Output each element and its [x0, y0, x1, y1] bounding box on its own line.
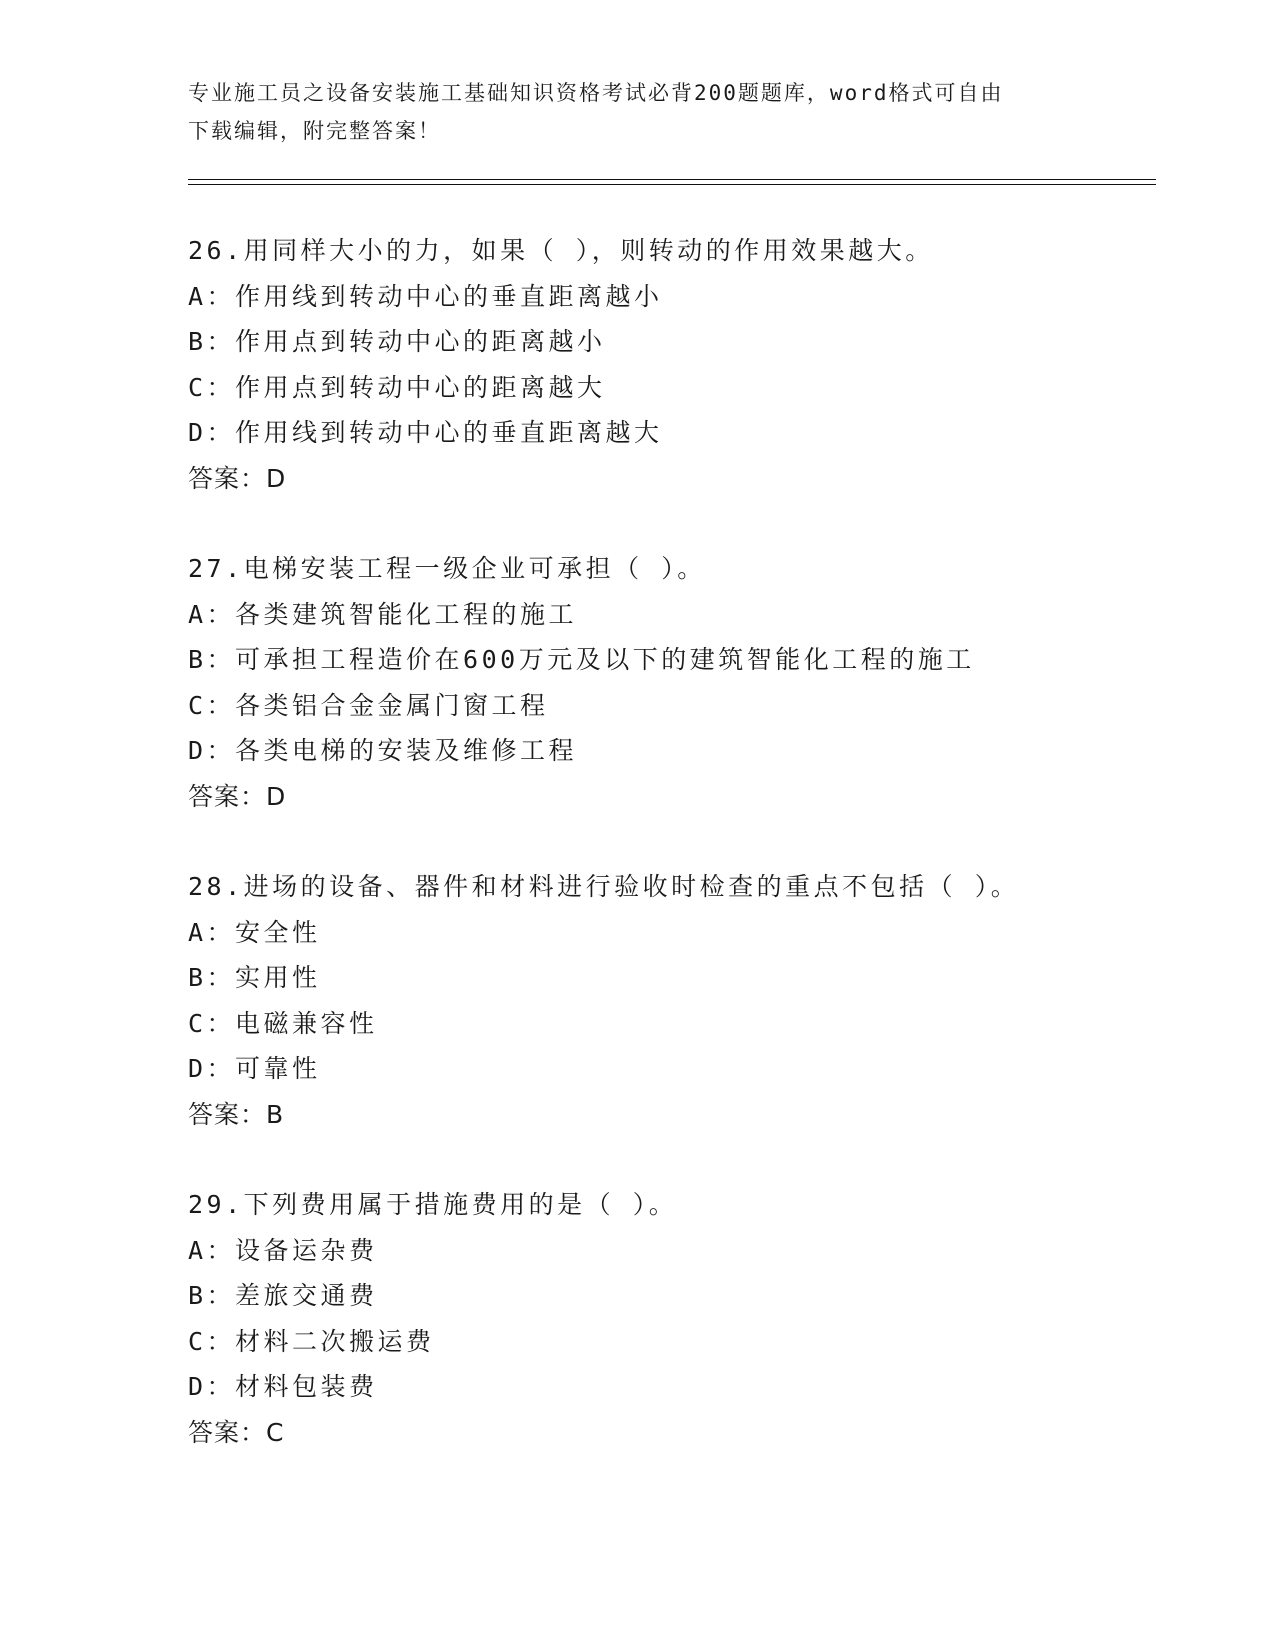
option-a: A：设备运杂费	[188, 1235, 378, 1265]
question-stem: 26.用同样大小的力，如果（ ），则转动的作用效果越大。	[188, 236, 934, 265]
header-divider-bottom	[188, 184, 1156, 185]
question-29	[188, 1182, 1148, 1456]
option-b: B：差旅交通费	[188, 1281, 378, 1311]
option-d: D：作用线到转动中心的垂直距离越大	[188, 418, 663, 448]
option-b: B：作用点到转动中心的距离越小	[188, 327, 606, 357]
option-c: C：作用点到转动中心的距离越大	[188, 372, 606, 402]
option-a: A：作用线到转动中心的垂直距离越小	[188, 281, 663, 311]
question-28	[188, 864, 1148, 1138]
option-a: A：各类建筑智能化工程的施工	[188, 599, 578, 629]
question-stem: 28.进场的设备、器件和材料进行验收时检查的重点不包括（ ）。	[188, 872, 1020, 901]
answer-line: 答案：D	[188, 463, 287, 493]
header-line-2: 下载编辑，附完整答案！	[188, 119, 441, 143]
option-c: C：各类铝合金金属门窗工程	[188, 690, 549, 720]
option-d: D：材料包装费	[188, 1372, 378, 1402]
header-divider-top	[188, 179, 1156, 180]
question-27	[188, 546, 1148, 820]
document-header	[188, 74, 1088, 150]
question-26	[188, 228, 1148, 502]
question-stem: 29.下列费用属于措施费用的是（ ）。	[188, 1190, 678, 1219]
option-a: A：安全性	[188, 917, 321, 947]
question-stem: 27.电梯安装工程一级企业可承担（ ）。	[188, 554, 706, 583]
header-line-1: 专业施工员之设备安装施工基础知识资格考试必背200题题库，word格式可自由	[188, 81, 1004, 105]
option-d: D：可靠性	[188, 1054, 321, 1084]
answer-line: 答案：B	[188, 1099, 285, 1129]
option-c: C：电磁兼容性	[188, 1008, 378, 1038]
answer-line: 答案：C	[188, 1417, 285, 1447]
option-d: D：各类电梯的安装及维修工程	[188, 736, 578, 766]
answer-line: 答案：D	[188, 781, 287, 811]
option-c: C：材料二次搬运费	[188, 1326, 435, 1356]
option-b: B：可承担工程造价在600万元及以下的建筑智能化工程的施工	[188, 645, 975, 675]
option-b: B：实用性	[188, 963, 321, 993]
